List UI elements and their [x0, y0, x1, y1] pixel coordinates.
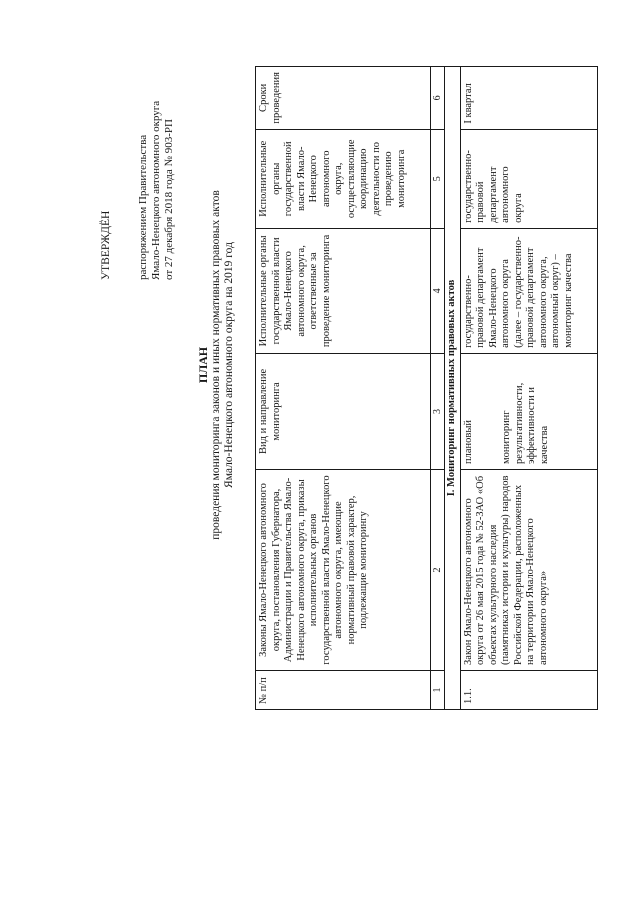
- header-responsible: Исполнительные органы государственной власти Ямало-Ненецкого автономного округа, ответственные за проведение мониторинга: [256, 228, 431, 353]
- approval-line-3: от 27 декабря 2018 года № 903-РП: [163, 119, 175, 280]
- plan-table: [255, 66, 598, 710]
- row-kind-type: плановый: [462, 419, 474, 465]
- column-number-5: 5: [431, 129, 445, 228]
- header-coordinator: Исполнительные органы государственной власти Ямало-Ненецкого автономного округа, осуществляющие координацию деятельности по проведению мониторинга: [256, 129, 431, 228]
- table-row: [460, 67, 597, 710]
- column-number-4: 4: [431, 228, 445, 353]
- approval-line-2: Ямало-Ненецкого автономного округа: [150, 100, 162, 280]
- plan-subtitle-2: Ямало-Ненецкого автономного округа на 2019 год: [223, 242, 235, 488]
- table-header-row: [256, 67, 431, 710]
- row-kind: [460, 353, 597, 469]
- section-heading: I. Мониторинг нормативных правовых актов: [445, 67, 461, 710]
- approval-heading: УТВЕРЖДЁН: [100, 210, 112, 280]
- row-responsible: государственно-правовой департамент Ямало-Ненецкого автономного округа (далее – государственно-правовой департамент автономного округа, автономный округ) – мониторинг качества: [460, 228, 597, 353]
- plan-title-block: [197, 130, 236, 600]
- header-term: Сроки проведения: [256, 67, 431, 130]
- column-number-2: 2: [431, 470, 445, 671]
- row-number: 1.1.: [460, 670, 597, 709]
- header-kind: Вид и направление мониторинга: [256, 353, 431, 469]
- row-term: I квартал: [460, 67, 597, 130]
- column-number-1: 1: [431, 670, 445, 709]
- row-coordinator: государственно-правовой департамент автономного округа: [460, 129, 597, 228]
- column-number-6: 6: [431, 67, 445, 130]
- header-number: № п/п: [256, 670, 431, 709]
- column-number-3: 3: [431, 353, 445, 469]
- plan-title: ПЛАН: [196, 346, 210, 384]
- table-column-numbers-row: [431, 67, 445, 710]
- header-acts: Законы Ямало-Ненецкого автономного округа, постановления Губернатора, Администрации и Правительства Ямало-Ненецкого автономного округа, приказы исполнительных органов государственной власти Ямало-Ненецкого автономного округа, имеющие нормативный правовой характер, подлежащие мониторингу: [256, 470, 431, 671]
- table-section-row: [445, 67, 461, 710]
- row-act: Закон Ямало-Ненецкого автономного округа от 26 мая 2015 года № 52-ЗАО «Об объектах культурного наследия (памятниках истории и культуры) народов Российской Федерации, расположенных на территории Ямало-Ненецкого автономного округа»: [460, 470, 597, 671]
- row-kind-direction: мониторинг результативности, эффективности и качества: [501, 382, 550, 465]
- plan-subtitle-1: проведения мониторинга законов и иных нормативных правовых актов: [210, 190, 222, 540]
- approval-line-1: распоряжением Правительства: [137, 134, 149, 280]
- approval-block: [100, 80, 176, 280]
